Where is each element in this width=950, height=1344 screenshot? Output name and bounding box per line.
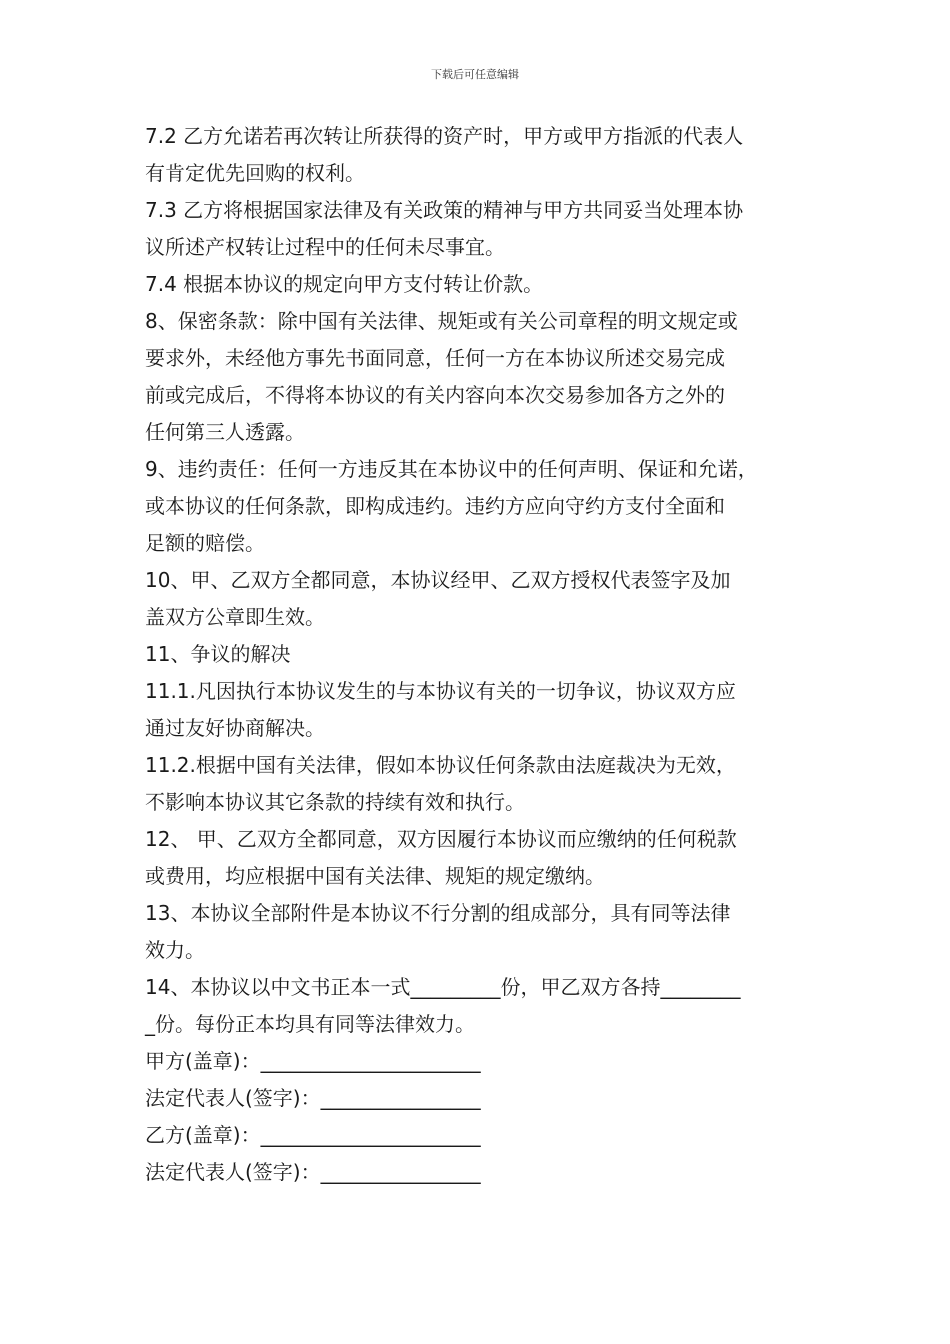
party-b-seal-line: 乙方(盖章)：______________________ — [145, 1123, 481, 1147]
clause-9-line-2: 或本协议的任何条款，即构成违约。违约方应向守约方支付全面和 — [145, 494, 725, 518]
clause-14-line-1: 14、本协议以中文书正本一式_________份，甲乙双方各持________ — [145, 975, 741, 999]
clause-9-line-1: 9、违约责任：任何一方违反其在本协议中的任何声明、保证和允诺， — [145, 457, 758, 481]
clause-8-line-2: 要求外，未经他方事先书面同意，任何一方在本协议所述交易完成 — [145, 346, 725, 370]
clause-13-line-2: 效力。 — [145, 938, 205, 962]
clause-8-line-1: 8、保密条款：除中国有关法律、规矩或有关公司章程的明文规定或 — [145, 309, 738, 333]
clause-11-2-line-1: 11.2.根据中国有关法律，假如本协议任何条款由法庭裁决为无效， — [145, 753, 736, 777]
clause-7-3-line-2: 议所述产权转让过程中的任何未尽事宜。 — [145, 235, 505, 259]
party-a-seal-line: 甲方(盖章)：______________________ — [145, 1049, 481, 1073]
clause-11-2-line-2: 不影响本协议其它条款的持续有效和执行。 — [145, 790, 525, 814]
clause-7-2-line-1: 7.2 乙方允诺若再次转让所获得的资产时，甲方或甲方指派的代表人 — [145, 124, 744, 148]
clause-11-heading: 11、争议的解决 — [145, 642, 291, 666]
clause-12-line-2: 或费用，均应根据中国有关法律、规矩的规定缴纳。 — [145, 864, 605, 888]
clause-7-4-line-1: 7.4 根据本协议的规定向甲方支付转让价款。 — [145, 272, 544, 296]
clause-10-line-1: 10、甲、乙双方全都同意，本协议经甲、乙双方授权代表签字及加 — [145, 568, 731, 592]
page-header: 下载后可任意编辑 — [431, 68, 519, 81]
clause-13-line-1: 13、本协议全部附件是本协议不行分割的组成部分，具有同等法律 — [145, 901, 731, 925]
clause-9-line-3: 足额的赔偿。 — [145, 531, 265, 555]
clause-8-line-3: 前或完成后，不得将本协议的有关内容向本次交易参加各方之外的 — [145, 383, 725, 407]
clause-11-1-line-2: 通过友好协商解决。 — [145, 716, 325, 740]
clause-11-1-line-1: 11.1.凡因执行本协议发生的与本协议有关的一切争议，协议双方应 — [145, 679, 736, 703]
clause-7-3-line-1: 7.3 乙方将根据国家法律及有关政策的精神与甲方共同妥当处理本协 — [145, 198, 744, 222]
party-a-rep-signature-line: 法定代表人(签字)：________________ — [145, 1086, 481, 1110]
clause-12-line-1: 12、 甲、乙双方全都同意，双方因履行本协议而应缴纳的任何税款 — [145, 827, 737, 851]
clause-10-line-2: 盖双方公章即生效。 — [145, 605, 325, 629]
clause-7-2-line-2: 有肯定优先回购的权利。 — [145, 161, 365, 185]
clause-8-line-4: 任何第三人透露。 — [145, 420, 305, 444]
clause-14-line-2: _份。每份正本均具有同等法律效力。 — [145, 1012, 475, 1036]
party-b-rep-signature-line: 法定代表人(签字)：________________ — [145, 1160, 481, 1184]
document-body — [145, 118, 825, 1191]
